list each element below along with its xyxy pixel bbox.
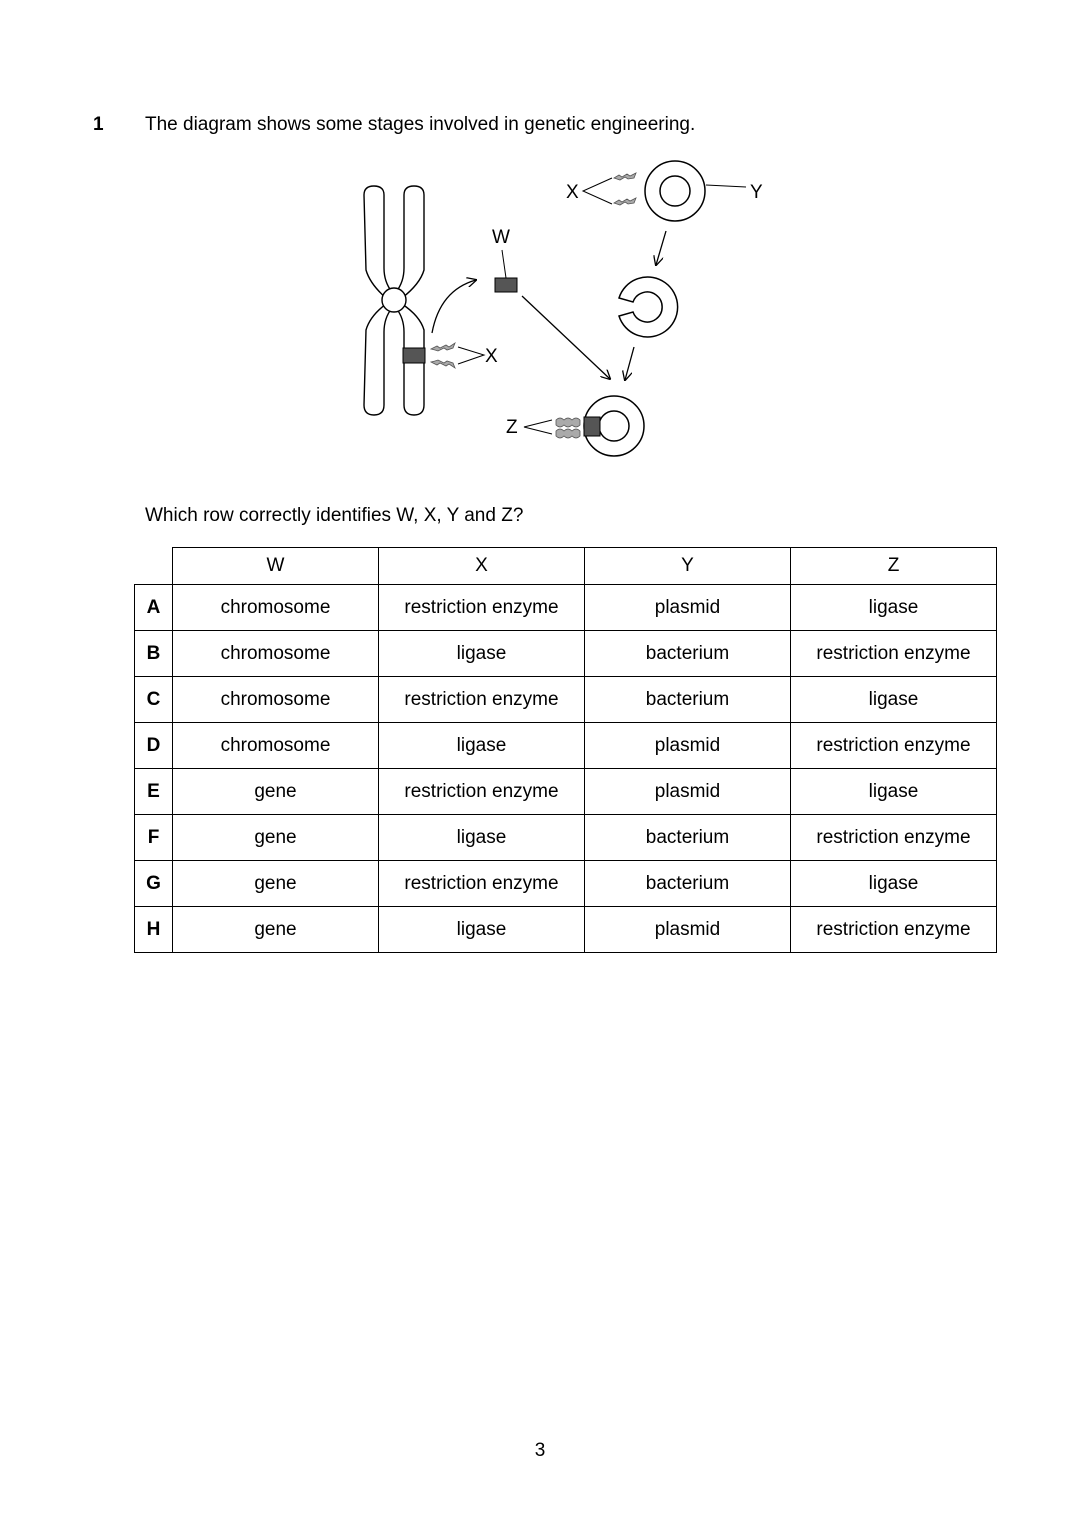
cell-y: plasmid [585, 585, 791, 631]
cell-x: restriction enzyme [379, 861, 585, 907]
cell-x: ligase [379, 723, 585, 769]
cell-w: chromosome [173, 677, 379, 723]
table-row [135, 631, 997, 677]
isolated-gene [495, 278, 517, 292]
question-prompt: Which row correctly identifies W, X, Y and Z? [145, 505, 524, 526]
cell-z: ligase [791, 677, 997, 723]
cell-z: restriction enzyme [791, 815, 997, 861]
cell-w: gene [173, 815, 379, 861]
question-stem: The diagram shows some stages involved in genetic engineering. [145, 114, 696, 135]
cell-x: ligase [379, 907, 585, 953]
table-corner [135, 548, 173, 585]
cell-w: gene [173, 907, 379, 953]
cell-x: restriction enzyme [379, 585, 585, 631]
cell-w: chromosome [173, 723, 379, 769]
label-y: Y [750, 182, 763, 203]
label-w: W [492, 227, 510, 248]
column-header-w: W [173, 548, 379, 585]
cell-x: restriction enzyme [379, 769, 585, 815]
enzyme-icon [556, 418, 580, 438]
row-letter: D [135, 723, 173, 769]
plasmid [645, 161, 705, 221]
label-x-chromosome: X [485, 346, 498, 367]
table-row [135, 907, 997, 953]
row-letter: G [135, 861, 173, 907]
cell-z: ligase [791, 861, 997, 907]
chromosome [364, 186, 424, 415]
table-row [135, 723, 997, 769]
table-row [135, 585, 997, 631]
cell-z: restriction enzyme [791, 723, 997, 769]
label-z: Z [506, 417, 518, 438]
answer-table [134, 547, 997, 953]
cell-y: plasmid [585, 723, 791, 769]
cell-y: bacterium [585, 677, 791, 723]
cell-w: chromosome [173, 631, 379, 677]
row-letter: E [135, 769, 173, 815]
row-letter: A [135, 585, 173, 631]
cell-y: plasmid [585, 907, 791, 953]
row-letter: F [135, 815, 173, 861]
cell-z: restriction enzyme [791, 907, 997, 953]
table-header-row [135, 548, 997, 585]
cell-y: bacterium [585, 631, 791, 677]
table-row [135, 815, 997, 861]
cell-w: chromosome [173, 585, 379, 631]
cell-x: restriction enzyme [379, 677, 585, 723]
genetic-engineering-diagram [0, 0, 1080, 480]
table-row [135, 861, 997, 907]
row-letter: C [135, 677, 173, 723]
row-letter: B [135, 631, 173, 677]
cell-y: bacterium [585, 861, 791, 907]
label-x-plasmid: X [566, 182, 579, 203]
question-number: 1 [93, 114, 104, 135]
cell-y: plasmid [585, 769, 791, 815]
cell-z: ligase [791, 769, 997, 815]
cut-plasmid [619, 277, 678, 337]
cell-y: bacterium [585, 815, 791, 861]
column-header-x: X [379, 548, 585, 585]
row-letter: H [135, 907, 173, 953]
cell-w: gene [173, 769, 379, 815]
column-header-y: Y [585, 548, 791, 585]
table-row [135, 677, 997, 723]
cell-z: restriction enzyme [791, 631, 997, 677]
recombinant-plasmid [584, 396, 644, 456]
table-row [135, 769, 997, 815]
cell-x: ligase [379, 631, 585, 677]
cell-x: ligase [379, 815, 585, 861]
gene-band [403, 348, 425, 363]
page-number: 3 [534, 1440, 546, 1461]
column-header-z: Z [791, 548, 997, 585]
cell-w: gene [173, 861, 379, 907]
cell-z: ligase [791, 585, 997, 631]
enzyme-icon [431, 343, 455, 368]
enzyme-icon [614, 173, 636, 205]
